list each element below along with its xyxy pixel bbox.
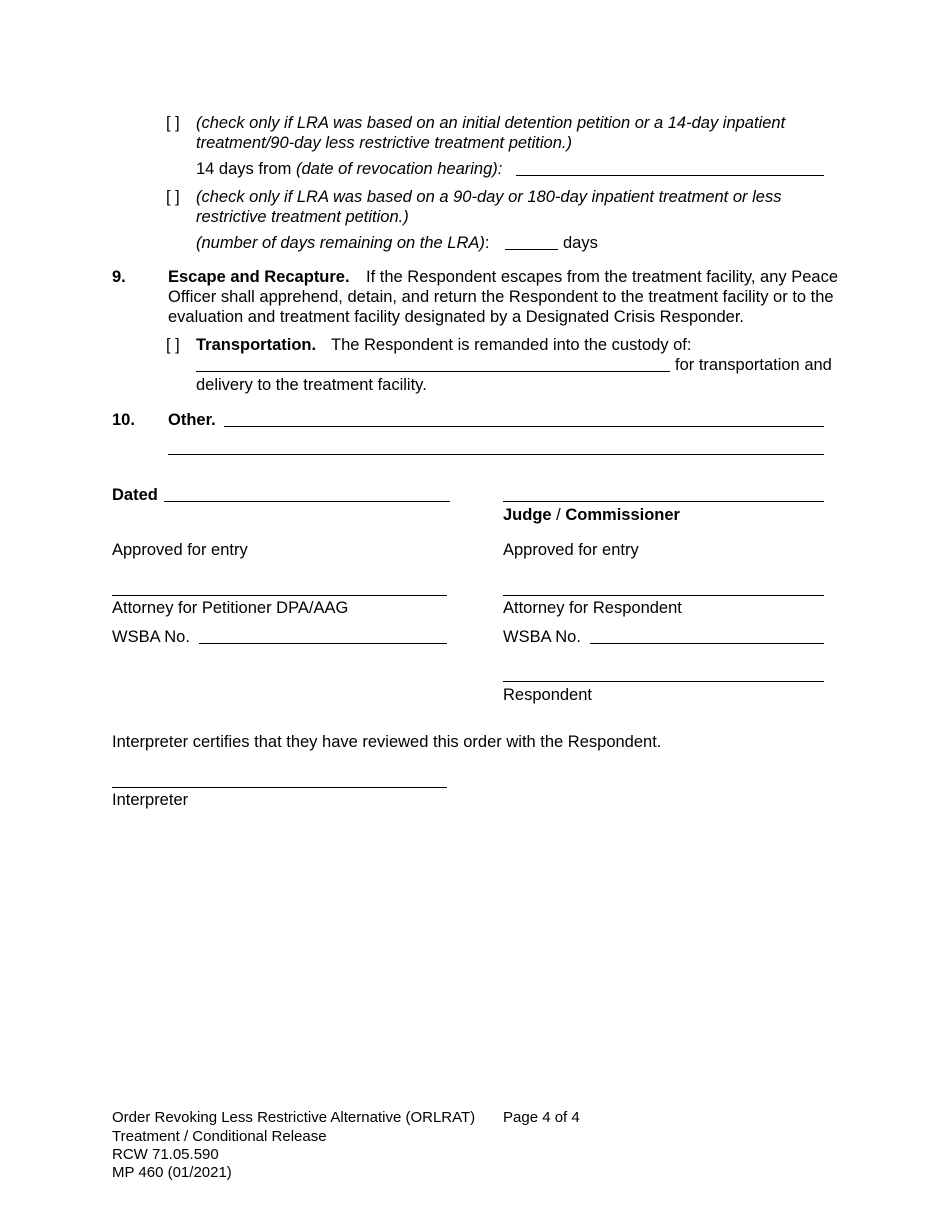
footer-page-number: Page 4 of 4 bbox=[503, 1109, 580, 1126]
other-field-line2[interactable] bbox=[168, 454, 824, 455]
petitioner-attorney-label: Attorney for Petitioner DPA/AAG bbox=[112, 599, 349, 617]
transportation-text-line3: delivery to the treatment facility. bbox=[196, 376, 427, 394]
checkbox-transportation[interactable]: [ ] bbox=[166, 336, 180, 354]
days-remaining-field[interactable] bbox=[505, 249, 558, 250]
dated-label: Dated bbox=[112, 486, 158, 504]
respondent-attorney-signature-line[interactable] bbox=[503, 595, 824, 596]
footer-form-number: MP 460 (01/2021) bbox=[112, 1164, 232, 1181]
approved-for-entry-right: Approved for entry bbox=[503, 541, 639, 559]
checkbox-lra-initial[interactable]: [ ] bbox=[166, 114, 180, 132]
lra-initial-condition-line1: (check only if LRA was based on an initial detention petition or a 14-day inpatient bbox=[196, 114, 786, 132]
checkbox-lra-90-180[interactable]: [ ] bbox=[166, 188, 180, 206]
footer-form-title-line2: Treatment / Conditional Release bbox=[112, 1128, 327, 1145]
interpreter-signature-line[interactable] bbox=[112, 787, 447, 788]
respondent-label: Respondent bbox=[503, 686, 592, 704]
days-unit: days bbox=[563, 234, 598, 252]
judge-commissioner-label: Judge / Commissioner bbox=[503, 506, 680, 524]
revocation-date-field[interactable] bbox=[516, 175, 824, 176]
section-10-heading: Other. bbox=[168, 411, 216, 429]
custody-field[interactable] bbox=[196, 371, 670, 372]
respondent-attorney-label: Attorney for Respondent bbox=[503, 599, 682, 617]
section-9-text-line3: evaluation and treatment facility designated by a Designated Crisis Responder. bbox=[168, 308, 745, 326]
interpreter-label: Interpreter bbox=[112, 791, 189, 809]
approved-for-entry-left: Approved for entry bbox=[112, 541, 248, 559]
lra-90-180-condition-line1: (check only if LRA was based on a 90-day or 180-day inpatient treatment or less bbox=[196, 188, 782, 206]
wsba-label-right: WSBA No. bbox=[503, 628, 581, 646]
section-9-text-line1: If the Respondent escapes from the treatment facility, any Peace bbox=[366, 268, 839, 286]
wsba-label-left: WSBA No. bbox=[112, 628, 190, 646]
petitioner-attorney-signature-line[interactable] bbox=[112, 595, 447, 596]
section-10-number: 10. bbox=[112, 411, 135, 429]
wsba-field-right[interactable] bbox=[590, 643, 824, 644]
transportation-heading: Transportation. bbox=[196, 336, 317, 354]
judge-signature-line[interactable] bbox=[503, 501, 824, 502]
transportation-text-line1: The Respondent is remanded into the custody of: bbox=[331, 336, 692, 354]
days-remaining-label: (number of days remaining on the LRA): bbox=[196, 234, 490, 252]
section-9-text-line2: Officer shall apprehend, detain, and return the Respondent to the treatment facility or to the bbox=[168, 288, 834, 306]
revocation-date-label: 14 days from (date of revocation hearing): bbox=[196, 160, 503, 178]
lra-90-180-condition-line2: restrictive treatment petition.) bbox=[196, 208, 409, 226]
other-field-line1[interactable] bbox=[224, 426, 824, 427]
wsba-field-left[interactable] bbox=[199, 643, 447, 644]
footer-form-title-line1: Order Revoking Less Restrictive Alternative (ORLRAT) bbox=[112, 1109, 476, 1126]
section-9-heading: Escape and Recapture. bbox=[168, 268, 350, 286]
dated-field[interactable] bbox=[164, 501, 450, 502]
footer-rcw: RCW 71.05.590 bbox=[112, 1146, 219, 1163]
interpreter-certification: Interpreter certifies that they have reviewed this order with the Respondent. bbox=[112, 733, 662, 751]
lra-initial-condition-line2: treatment/90-day less restrictive treatment petition.) bbox=[196, 134, 572, 152]
section-9-number: 9. bbox=[112, 268, 126, 286]
transportation-text-line2: for transportation and bbox=[675, 356, 832, 374]
respondent-signature-line[interactable] bbox=[503, 681, 824, 682]
